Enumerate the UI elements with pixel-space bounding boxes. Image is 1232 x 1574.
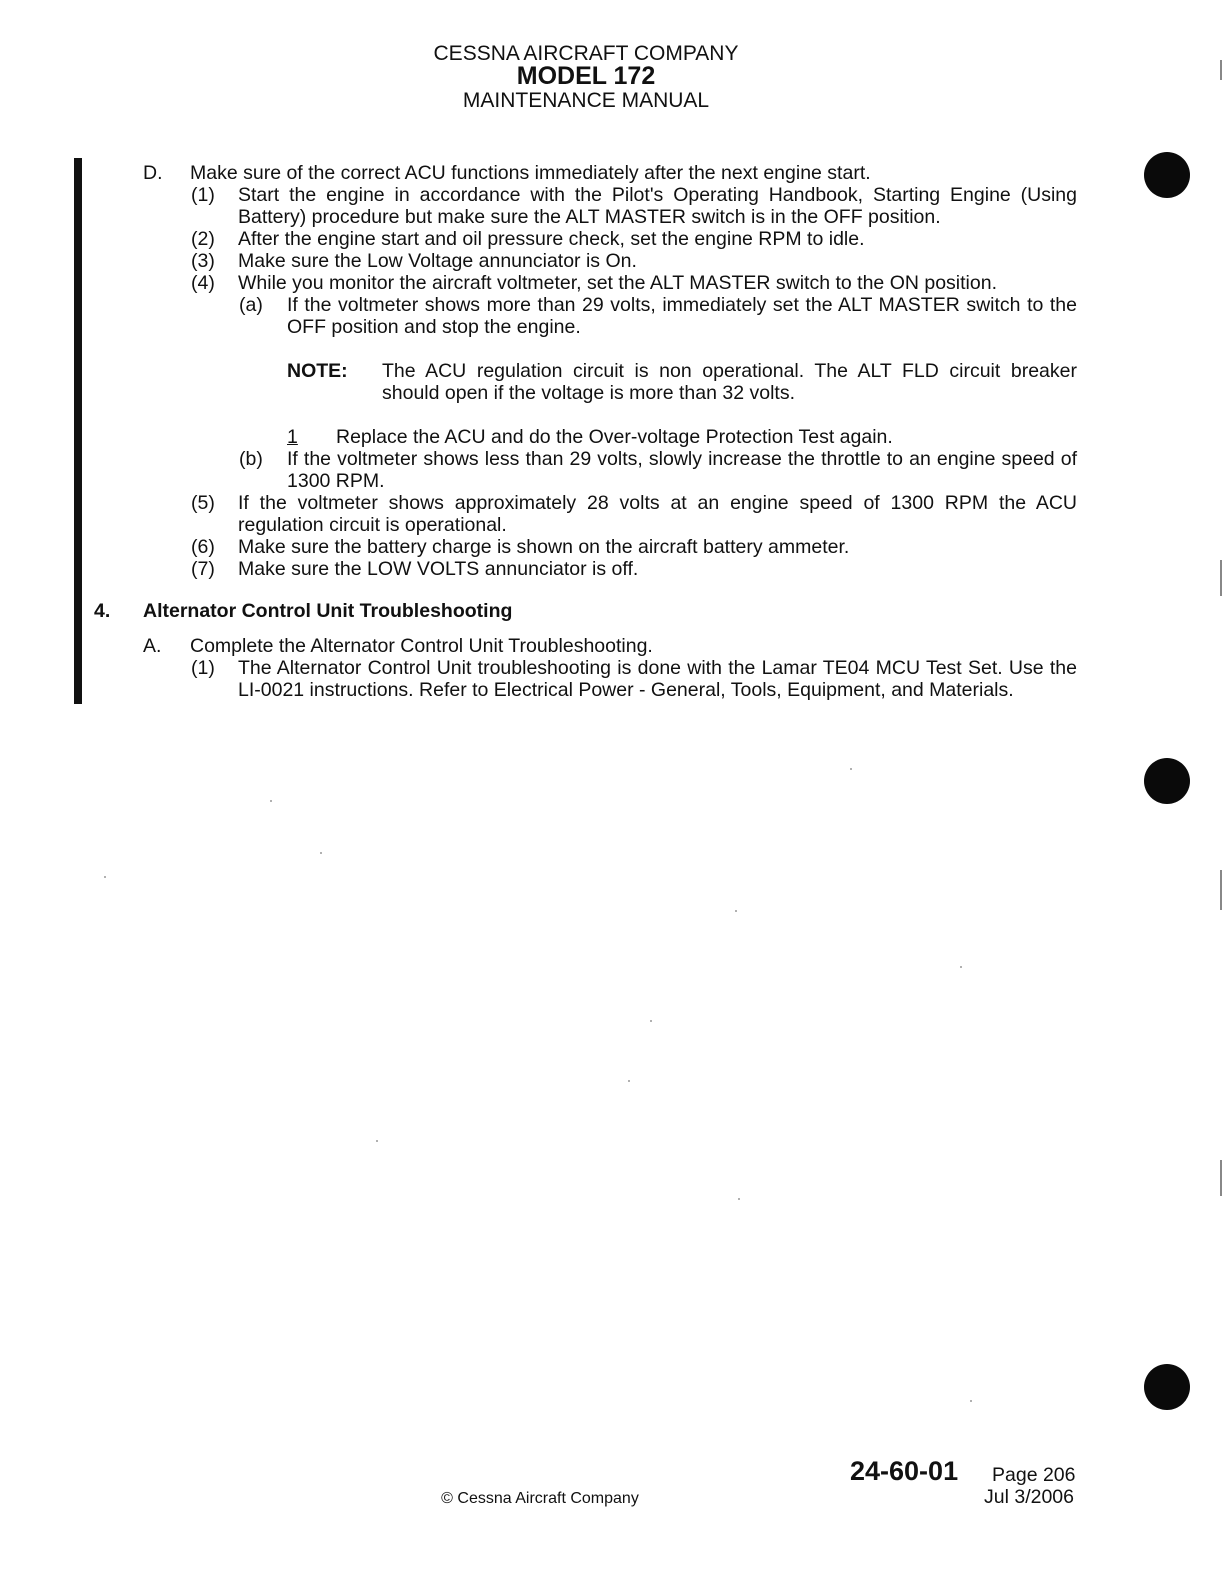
step-num-6: (6) (191, 536, 215, 558)
edge-mark (1220, 870, 1222, 910)
step-6-text: Make sure the battery charge is shown on the aircraft battery ammeter. (238, 536, 850, 558)
step-label-a: A. (143, 635, 162, 657)
binder-hole (1144, 152, 1190, 198)
step-a1-text: The Alternator Control Unit troubleshooting is done with the Lamar TE04 MCU Test Set. Use the LI-0021 instructions. Refer to Electrical Power - General, Tools, Equipment, and Materials. (238, 657, 1077, 701)
section-title: Alternator Control Unit Troubleshooting (143, 600, 513, 622)
step-num-a1: (1) (191, 657, 215, 679)
step-num-3: (3) (191, 250, 215, 272)
scan-speck (650, 1020, 652, 1022)
manual-title: MAINTENANCE MANUAL (462, 89, 710, 112)
scan-speck (738, 1198, 740, 1200)
step-num-5: (5) (191, 492, 215, 514)
substep-1-text: Replace the ACU and do the Over-voltage Protection Test again. (336, 426, 893, 448)
step-2-text: After the engine start and oil pressure check, set the engine RPM to idle. (238, 228, 865, 250)
scan-speck (628, 1080, 630, 1082)
step-num-2: (2) (191, 228, 215, 250)
step-num-7: (7) (191, 558, 215, 580)
page-number: Page 206 (992, 1464, 1076, 1486)
step-4-text: While you monitor the aircraft voltmeter, set the ALT MASTER switch to the ON position. (238, 272, 997, 294)
scan-speck (960, 966, 962, 968)
step-a-text: Complete the Alternator Control Unit Troubleshooting. (190, 635, 653, 657)
scan-speck (735, 910, 737, 912)
scan-speck (104, 876, 106, 878)
scan-speck (970, 1400, 972, 1402)
substep-label-b: (b) (239, 448, 263, 470)
scan-speck (850, 768, 852, 770)
binder-hole (1144, 1364, 1190, 1410)
step-d-text: Make sure of the correct ACU functions immediately after the next engine start. (190, 162, 871, 184)
scan-speck (320, 852, 322, 854)
section-number: 4. (94, 600, 111, 622)
copyright: © Cessna Aircraft Company (441, 1490, 639, 1507)
binder-hole (1144, 758, 1190, 804)
substep-b-text: If the voltmeter shows less than 29 volts, slowly increase the throttle to an engine speed of 1300 RPM. (287, 448, 1077, 492)
step-5-text: If the voltmeter shows approximately 28 volts at an engine speed of 1300 RPM the ACU regulation circuit is operational. (238, 492, 1077, 536)
step-3-text: Make sure the Low Voltage annunciator is On. (238, 250, 637, 272)
note-text: The ACU regulation circuit is non operational. The ALT FLD circuit breaker should open if the voltage is more than 32 volts. (382, 360, 1077, 404)
model-title: MODEL 172 (516, 62, 656, 90)
step-1-text: Start the engine in accordance with the Pilot's Operating Handbook, Starting Engine (Using Battery) procedure but make sure the ALT MASTER switch is in the OFF position. (238, 184, 1077, 228)
step-label-d: D. (143, 162, 163, 184)
edge-mark (1220, 1160, 1222, 1196)
step-num-1: (1) (191, 184, 215, 206)
revision-bar (74, 158, 82, 704)
substep-1-num: 1 (287, 426, 298, 448)
chapter-code: 24-60-01 (850, 1456, 959, 1486)
note-label: NOTE: (287, 360, 348, 382)
scan-speck (376, 1140, 378, 1142)
step-num-4: (4) (191, 272, 215, 294)
substep-label-a: (a) (239, 294, 263, 316)
edge-mark (1220, 60, 1222, 80)
substep-a-text: If the voltmeter shows more than 29 volts, immediately set the ALT MASTER switch to the OFF position and stop the engine. (287, 294, 1077, 338)
revision-date: Jul 3/2006 (984, 1486, 1074, 1508)
edge-mark (1220, 560, 1222, 596)
company-name: CESSNA AIRCRAFT COMPANY (433, 42, 739, 65)
step-7-text: Make sure the LOW VOLTS annunciator is off. (238, 558, 639, 580)
scan-speck (270, 800, 272, 802)
